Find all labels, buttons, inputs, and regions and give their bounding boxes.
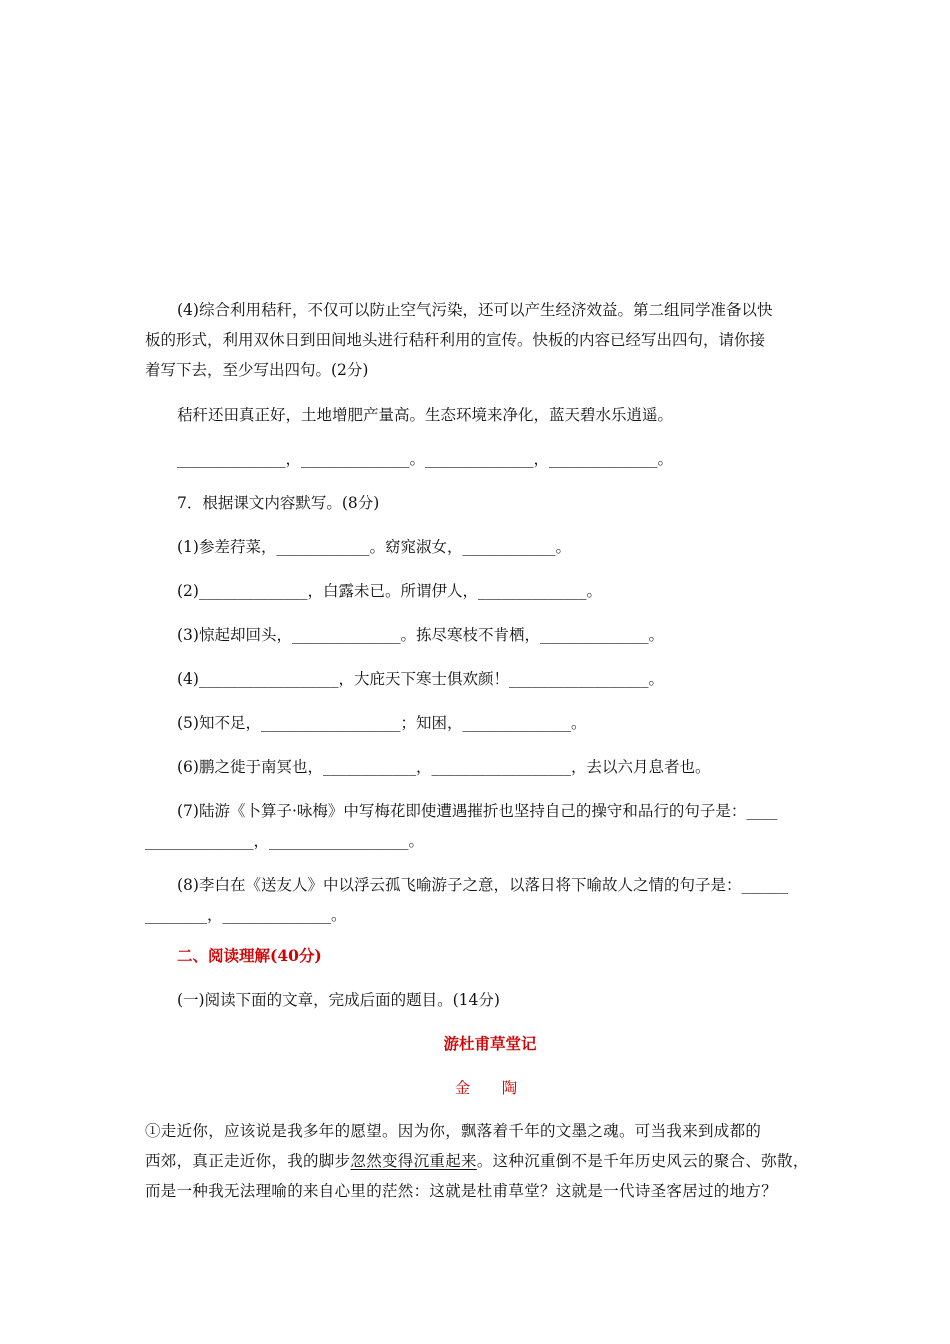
article-author: 金 陶 [454, 1079, 526, 1097]
article-p1-line2-pre: 西郊，真正走近你，我的脚步 [145, 1152, 351, 1170]
q6-4-line3: 着写下去，至少写出四句。(2分) [145, 361, 369, 379]
article-p1-line3: 而是一种我无法理喻的来自心里的茫然：这就是杜甫草堂？这就是一代诗圣客居过的地方？ [145, 1182, 778, 1200]
q6-4-given-verse: 秸秆还田真正好，土地增肥产量高。生态环境来净化，蓝天碧水乐逍遥。 [177, 406, 674, 424]
q7-item-2: (2)______________，白露未已。所谓伊人，______________。 [177, 582, 602, 600]
q6-4-line1: (4)综合利用秸秆，不仅可以防止空气污染，还可以产生经济效益。第二组同学准备以快 [177, 301, 773, 319]
underlined-phrase: 忽然变得沉重起来 [350, 1152, 477, 1170]
article-p1-line2 [145, 1151, 815, 1171]
article-p1-line2-post: 。这种沉重倒不是千年历史风云的聚合、弥散， [476, 1152, 809, 1170]
q7-item-1: (1)参差荇菜，____________。窈窕淑女，____________。 [177, 538, 571, 556]
q7-item-6: (6)鹏之徙于南冥也，____________，__________________，去以六月息者也。 [177, 758, 711, 776]
q6-4-line2: 板的形式，利用双休日到田间地头进行秸秆利用的宣传。快板的内容已经写出四句，请你接 [145, 331, 766, 349]
section-2-instruction: (一)阅读下面的文章，完成后面的题目。(14分) [177, 991, 500, 1009]
q6-4-answer-blanks: ______________，______________。______________，______________。 [177, 450, 674, 468]
q7-title: 7．根据课文内容默写。(8分) [177, 494, 380, 512]
q7-item-5: (5)知不足，__________________；知困，______________。 [177, 714, 587, 732]
section-2-heading: 二、阅读理解(40分) [177, 946, 322, 965]
q7-item-8-line2: ________，______________。 [145, 906, 347, 924]
q7-item-8-line1: (8)李白在《送友人》中以浮云孤飞喻游子之意，以落日将下喻故人之情的句子是：______ [177, 876, 788, 894]
q7-item-7-line2: ______________，__________________。 [145, 832, 425, 850]
article-title: 游杜甫草堂记 [443, 1034, 537, 1053]
q7-item-4: (4)__________________，大庇天下寒士俱欢颜！__________________。 [177, 670, 664, 688]
q7-item-7-line1: (7)陆游《卜算子·咏梅》中写梅花即使遭遇摧折也坚持自己的操守和品行的句子是：____ [177, 802, 778, 820]
article-p1-line1: ①走近你，应该说是我多年的愿望。因为你，飘落着千年的文墨之魂。可当我来到成都的 [145, 1122, 762, 1140]
q7-item-3: (3)惊起却回头，______________。拣尽寒枝不肯栖，______________。 [177, 626, 664, 644]
